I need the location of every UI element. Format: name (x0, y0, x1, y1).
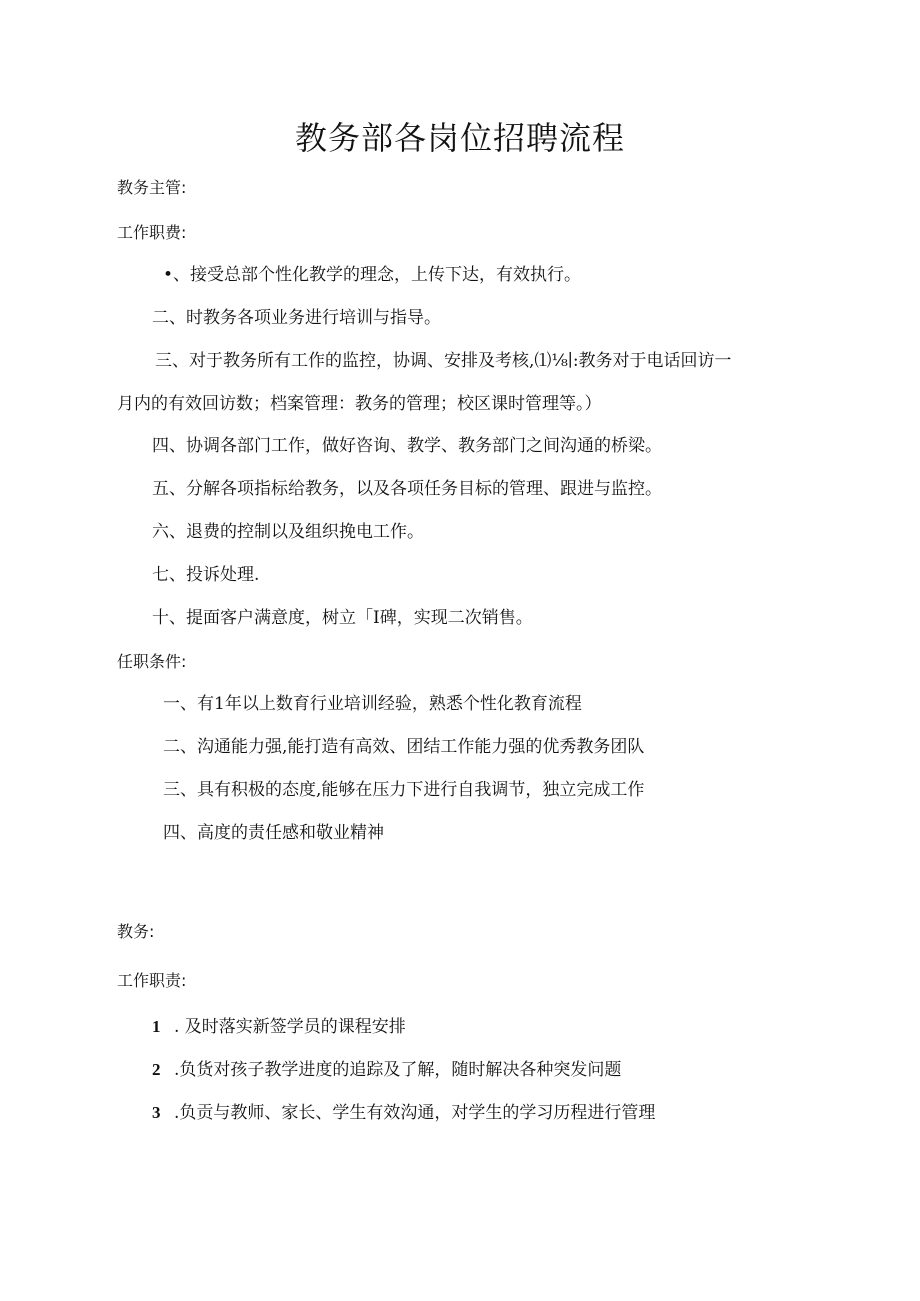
item-number: 3 (152, 1103, 161, 1122)
duty-item: •、接受总部个性化教学的理念，上传下达，有效执行。 (163, 265, 582, 285)
requirements-heading: 任职条件: (117, 652, 187, 671)
numbered-duty-item (152, 1018, 406, 1036)
duty-item: 二、时教务各项业务进行培训与指导。 (152, 308, 441, 328)
requirement-item: 三、具有积极的态度,能够在压力下进行自我调节，独立完成工作 (163, 780, 645, 800)
section-heading-supervisor: 教务主管: (117, 178, 187, 197)
item-number: 2 (152, 1060, 161, 1079)
duties-heading-staff: 工作职责: (117, 971, 187, 990)
requirement-item: 一、有1年以上数育行业培训经验，熟悉个性化教育流程 (163, 694, 582, 714)
duty-item: 五、分解各项指标给教务，以及各项任务目标的管理、跟进与监控。 (152, 479, 662, 499)
item-text: .负贡与教师、家长、学生有效沟通，对学生的学习历程进行管理 (174, 1103, 656, 1123)
section-heading-staff: 教务: (117, 922, 155, 941)
duty-item: 七、投诉处理. (152, 565, 260, 585)
item-text: . 及时落实新签学员的课程安排 (174, 1017, 406, 1037)
item-number: 1 (152, 1017, 161, 1036)
page-title: 教务部各岗位招聘流程 (294, 119, 625, 157)
duty-item: 六、退费的控制以及组织挽电工作。 (152, 522, 424, 542)
duty-item: 三、对于教务所有工作的监控，协调、安排及考核,⑴⅛∣:教务对于电话回访一 (155, 351, 732, 371)
duty-item: 四、协调各部门工作，做好咨询、教学、教务部门之间沟通的桥梁。 (152, 436, 662, 456)
numbered-duty-item (152, 1061, 621, 1079)
duties-heading-supervisor: 工作职费: (117, 223, 187, 242)
requirement-item: 二、沟通能力强,能打造有高效、团结工作能力强的优秀教务团队 (163, 737, 645, 757)
numbered-duty-item (152, 1104, 655, 1122)
duty-item-continuation: 月内的有效回访数；档案管理：教务的管理；校区课时管理等。） (117, 394, 602, 414)
duty-item: 十、提面客户满意度，树立「I碑，实现二次销售。 (152, 608, 533, 628)
requirement-item: 四、高度的责任感和敬业精神 (163, 823, 384, 843)
item-text: .负货对孩子教学进度的追踪及了解，随时解决各种突发问题 (174, 1060, 622, 1080)
